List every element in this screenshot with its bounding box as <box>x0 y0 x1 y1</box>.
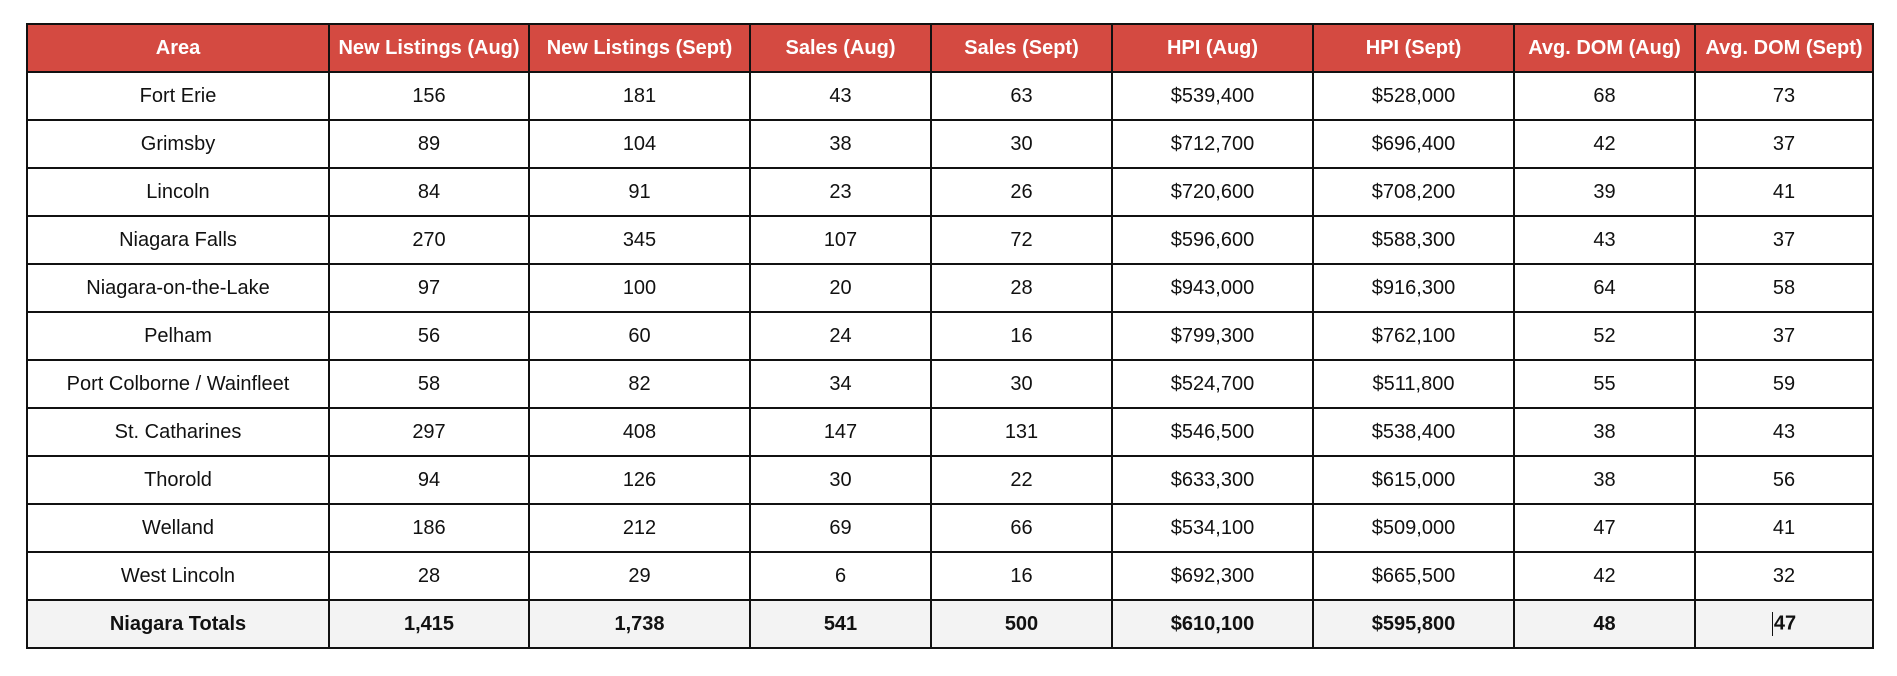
cell-area[interactable]: Niagara Falls <box>27 216 329 264</box>
cell-sales-sept[interactable]: 72 <box>931 216 1112 264</box>
totals-new-listings-sept[interactable]: 1,738 <box>529 600 750 648</box>
cell-new-listings-sept[interactable]: 60 <box>529 312 750 360</box>
cell-hpi-aug[interactable]: $546,500 <box>1112 408 1313 456</box>
header-hpi-aug: HPI (Aug) <box>1112 24 1313 72</box>
cell-sales-aug[interactable]: 43 <box>750 72 931 120</box>
cell-avg-dom-sept[interactable]: 32 <box>1695 552 1873 600</box>
cell-hpi-sept[interactable]: $538,400 <box>1313 408 1514 456</box>
cell-hpi-sept[interactable]: $708,200 <box>1313 168 1514 216</box>
cell-hpi-aug[interactable]: $539,400 <box>1112 72 1313 120</box>
table-row <box>27 312 1873 360</box>
cell-new-listings-aug[interactable]: 297 <box>329 408 529 456</box>
cell-hpi-sept[interactable]: $696,400 <box>1313 120 1514 168</box>
cell-new-listings-sept[interactable]: 126 <box>529 456 750 504</box>
cell-area[interactable]: Grimsby <box>27 120 329 168</box>
totals-sales-sept[interactable]: 500 <box>931 600 1112 648</box>
cell-sales-sept[interactable]: 22 <box>931 456 1112 504</box>
cell-sales-aug[interactable]: 34 <box>750 360 931 408</box>
cell-hpi-aug[interactable]: $799,300 <box>1112 312 1313 360</box>
cell-hpi-sept[interactable]: $762,100 <box>1313 312 1514 360</box>
cell-sales-aug[interactable]: 147 <box>750 408 931 456</box>
cell-area[interactable]: Welland <box>27 504 329 552</box>
totals-avg-dom-sept[interactable] <box>1695 600 1873 648</box>
totals-avg-dom-sept-value: 47 <box>1773 612 1797 635</box>
cell-sales-aug[interactable]: 23 <box>750 168 931 216</box>
cell-avg-dom-aug[interactable]: 38 <box>1514 456 1695 504</box>
cell-new-listings-sept[interactable]: 104 <box>529 120 750 168</box>
cell-avg-dom-aug[interactable]: 52 <box>1514 312 1695 360</box>
table-row <box>27 264 1873 312</box>
cell-hpi-aug[interactable]: $943,000 <box>1112 264 1313 312</box>
cell-avg-dom-aug[interactable]: 55 <box>1514 360 1695 408</box>
header-sales-aug: Sales (Aug) <box>750 24 931 72</box>
cell-area[interactable]: Fort Erie <box>27 72 329 120</box>
cell-hpi-sept[interactable]: $509,000 <box>1313 504 1514 552</box>
cell-area[interactable]: Pelham <box>27 312 329 360</box>
table-row <box>27 72 1873 120</box>
cell-avg-dom-sept[interactable]: 73 <box>1695 72 1873 120</box>
cell-new-listings-sept[interactable]: 345 <box>529 216 750 264</box>
totals-row <box>27 600 1873 648</box>
table-row <box>27 168 1873 216</box>
cell-sales-sept[interactable]: 16 <box>931 312 1112 360</box>
table-row <box>27 504 1873 552</box>
cell-area[interactable]: Niagara-on-the-Lake <box>27 264 329 312</box>
totals-hpi-aug[interactable]: $610,100 <box>1112 600 1313 648</box>
cell-area[interactable]: West Lincoln <box>27 552 329 600</box>
cell-sales-sept[interactable]: 63 <box>931 72 1112 120</box>
cell-area[interactable]: Port Colborne / Wainfleet <box>27 360 329 408</box>
cell-sales-aug[interactable]: 6 <box>750 552 931 600</box>
cell-avg-dom-aug[interactable]: 47 <box>1514 504 1695 552</box>
cell-hpi-sept[interactable]: $665,500 <box>1313 552 1514 600</box>
cell-sales-aug[interactable]: 30 <box>750 456 931 504</box>
cell-area[interactable]: Lincoln <box>27 168 329 216</box>
cell-new-listings-aug[interactable]: 97 <box>329 264 529 312</box>
cell-sales-aug[interactable]: 38 <box>750 120 931 168</box>
cell-avg-dom-aug[interactable]: 68 <box>1514 72 1695 120</box>
cell-hpi-sept[interactable]: $528,000 <box>1313 72 1514 120</box>
header-avg-dom-aug: Avg. DOM (Aug) <box>1514 24 1695 72</box>
table-row <box>27 120 1873 168</box>
cell-hpi-aug[interactable]: $633,300 <box>1112 456 1313 504</box>
header-new-listings-aug: New Listings (Aug) <box>329 24 529 72</box>
cell-hpi-aug[interactable]: $712,700 <box>1112 120 1313 168</box>
cell-sales-aug[interactable]: 24 <box>750 312 931 360</box>
cell-sales-sept[interactable]: 30 <box>931 360 1112 408</box>
table-row <box>27 360 1873 408</box>
cell-avg-dom-sept[interactable]: 41 <box>1695 504 1873 552</box>
header-hpi-sept: HPI (Sept) <box>1313 24 1514 72</box>
totals-avg-dom-aug[interactable]: 48 <box>1514 600 1695 648</box>
cell-new-listings-aug[interactable]: 156 <box>329 72 529 120</box>
cell-hpi-aug[interactable]: $720,600 <box>1112 168 1313 216</box>
cell-avg-dom-sept[interactable]: 58 <box>1695 264 1873 312</box>
cell-sales-sept[interactable]: 28 <box>931 264 1112 312</box>
cell-new-listings-sept[interactable]: 100 <box>529 264 750 312</box>
totals-sales-aug[interactable]: 541 <box>750 600 931 648</box>
totals-area[interactable]: Niagara Totals <box>27 600 329 648</box>
cell-hpi-aug[interactable]: $524,700 <box>1112 360 1313 408</box>
table-row <box>27 216 1873 264</box>
cell-hpi-sept[interactable]: $511,800 <box>1313 360 1514 408</box>
cell-new-listings-aug[interactable]: 84 <box>329 168 529 216</box>
cell-sales-sept[interactable]: 26 <box>931 168 1112 216</box>
header-area: Area <box>27 24 329 72</box>
cell-hpi-aug[interactable]: $692,300 <box>1112 552 1313 600</box>
cell-new-listings-sept[interactable]: 212 <box>529 504 750 552</box>
totals-new-listings-aug[interactable]: 1,415 <box>329 600 529 648</box>
cell-new-listings-aug[interactable]: 94 <box>329 456 529 504</box>
cell-avg-dom-sept[interactable]: 56 <box>1695 456 1873 504</box>
cell-sales-sept[interactable]: 131 <box>931 408 1112 456</box>
cell-new-listings-aug[interactable]: 56 <box>329 312 529 360</box>
cell-new-listings-aug[interactable]: 28 <box>329 552 529 600</box>
cell-area[interactable]: Thorold <box>27 456 329 504</box>
cell-sales-aug[interactable]: 69 <box>750 504 931 552</box>
table-row <box>27 408 1873 456</box>
header-row <box>27 24 1873 72</box>
cell-new-listings-aug[interactable]: 89 <box>329 120 529 168</box>
cell-new-listings-sept[interactable]: 82 <box>529 360 750 408</box>
cell-sales-sept[interactable]: 30 <box>931 120 1112 168</box>
cell-avg-dom-sept[interactable]: 37 <box>1695 216 1873 264</box>
cell-new-listings-sept[interactable]: 181 <box>529 72 750 120</box>
table-row <box>27 552 1873 600</box>
cell-hpi-sept[interactable]: $916,300 <box>1313 264 1514 312</box>
cell-new-listings-sept[interactable]: 29 <box>529 552 750 600</box>
cell-avg-dom-aug[interactable]: 38 <box>1514 408 1695 456</box>
cell-avg-dom-aug[interactable]: 64 <box>1514 264 1695 312</box>
cell-sales-sept[interactable]: 16 <box>931 552 1112 600</box>
cell-avg-dom-aug[interactable]: 43 <box>1514 216 1695 264</box>
cell-avg-dom-sept[interactable]: 43 <box>1695 408 1873 456</box>
header-new-listings-sept: New Listings (Sept) <box>529 24 750 72</box>
cell-sales-sept[interactable]: 66 <box>931 504 1112 552</box>
cell-hpi-aug[interactable]: $534,100 <box>1112 504 1313 552</box>
table-body <box>27 72 1873 648</box>
cell-avg-dom-sept[interactable]: 41 <box>1695 168 1873 216</box>
cell-avg-dom-sept[interactable]: 59 <box>1695 360 1873 408</box>
cell-new-listings-aug[interactable]: 270 <box>329 216 529 264</box>
market-stats-table <box>26 23 1874 649</box>
cell-avg-dom-aug[interactable]: 42 <box>1514 120 1695 168</box>
text-cursor <box>1772 612 1773 636</box>
cell-avg-dom-sept[interactable]: 37 <box>1695 120 1873 168</box>
header-avg-dom-sept: Avg. DOM (Sept) <box>1695 24 1873 72</box>
cell-new-listings-aug[interactable]: 186 <box>329 504 529 552</box>
market-stats-table-wrapper <box>26 23 1872 649</box>
cell-avg-dom-sept[interactable]: 37 <box>1695 312 1873 360</box>
cell-sales-aug[interactable]: 107 <box>750 216 931 264</box>
cell-new-listings-aug[interactable]: 58 <box>329 360 529 408</box>
cell-hpi-sept[interactable]: $615,000 <box>1313 456 1514 504</box>
cell-avg-dom-aug[interactable]: 39 <box>1514 168 1695 216</box>
cell-area[interactable]: St. Catharines <box>27 408 329 456</box>
cell-sales-aug[interactable]: 20 <box>750 264 931 312</box>
cell-hpi-aug[interactable]: $596,600 <box>1112 216 1313 264</box>
cell-hpi-sept[interactable]: $588,300 <box>1313 216 1514 264</box>
cell-avg-dom-aug[interactable]: 42 <box>1514 552 1695 600</box>
totals-hpi-sept[interactable]: $595,800 <box>1313 600 1514 648</box>
cell-new-listings-sept[interactable]: 91 <box>529 168 750 216</box>
cell-new-listings-sept[interactable]: 408 <box>529 408 750 456</box>
header-sales-sept: Sales (Sept) <box>931 24 1112 72</box>
table-row <box>27 456 1873 504</box>
